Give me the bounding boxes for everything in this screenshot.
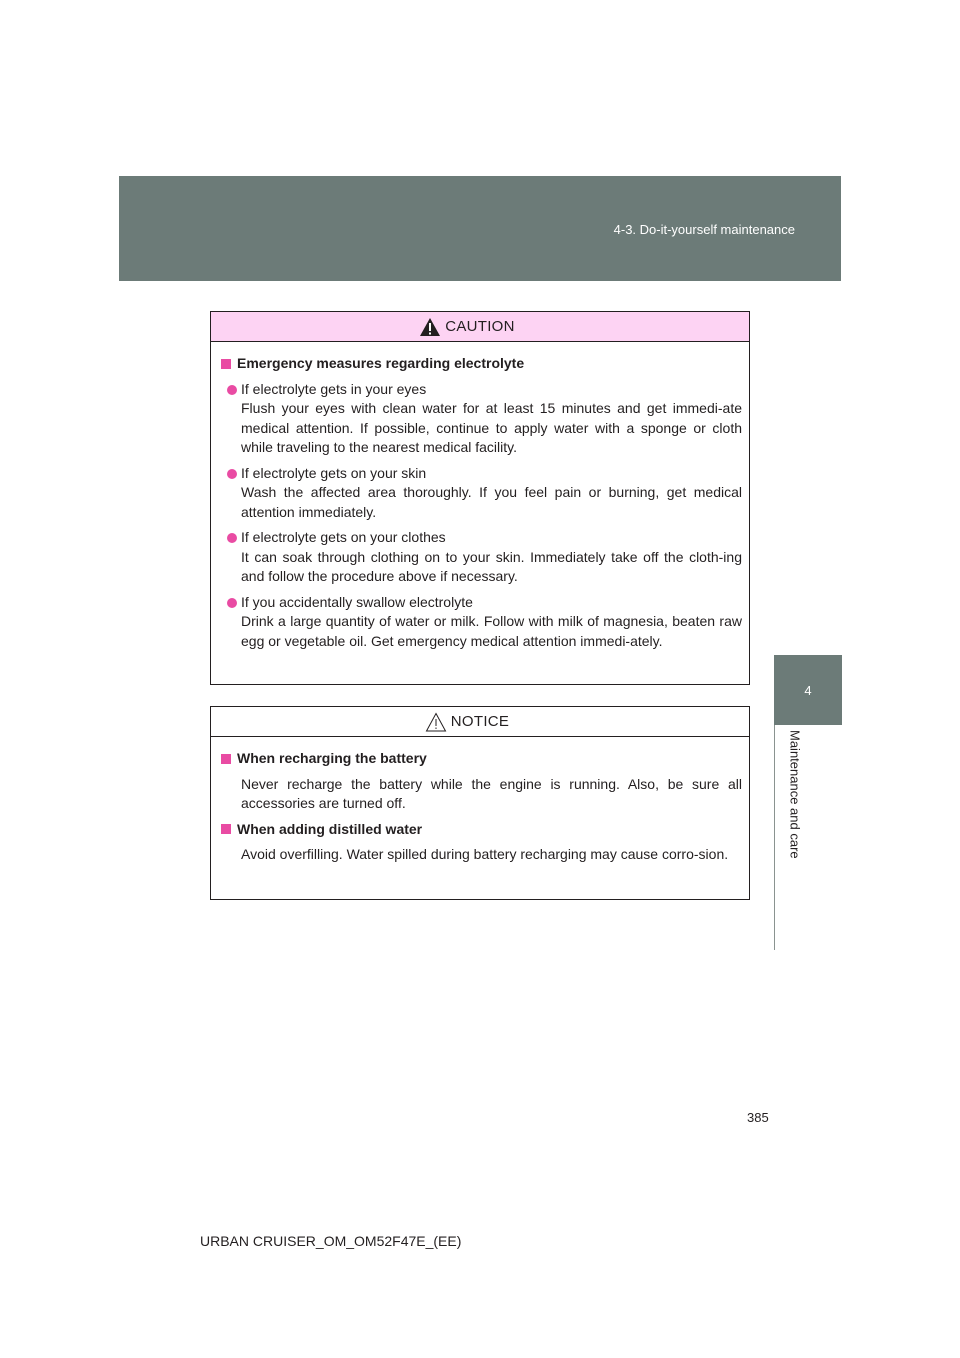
notice-heading-text: When adding distilled water (237, 820, 423, 837)
notice-box (210, 706, 750, 900)
notice-body (211, 737, 749, 883)
caution-box (210, 311, 750, 685)
caution-item-title: If electrolyte gets on your skin (241, 464, 427, 481)
notice-heading (221, 820, 742, 840)
warning-outline-icon (425, 712, 447, 732)
caution-body (211, 342, 749, 669)
notice-heading-text: When recharging the battery (237, 750, 427, 766)
caution-item (221, 464, 742, 523)
caution-heading (221, 354, 742, 374)
round-bullet-icon (227, 598, 237, 608)
page-number: 385 (747, 1110, 769, 1125)
caution-item-body: Wash the affected area thoroughly. If you feel pain or burning, get medical attention immediately. (241, 484, 742, 520)
caution-item-title: If you accidentally swallow electrolyte (241, 593, 473, 610)
square-bullet-icon (221, 754, 231, 764)
section-title: 4-3. Do-it-yourself maintenance (613, 222, 795, 237)
header-band (119, 176, 841, 281)
round-bullet-icon (227, 533, 237, 543)
chapter-tab (774, 655, 842, 725)
caution-item-body: It can soak through clothing on to your skin. Immediately take off the cloth-ing and follow the procedure above if necessary. (241, 548, 742, 584)
notice-heading (221, 749, 742, 769)
caution-heading-text: Emergency measures regarding electrolyte (237, 355, 525, 371)
square-bullet-icon (221, 359, 231, 369)
chapter-title: Maintenance and care (787, 730, 803, 859)
caution-item (221, 380, 742, 458)
round-bullet-icon (227, 469, 237, 479)
notice-paragraph: Avoid overfilling. Water spilled during battery recharging may cause corro-sion. (241, 846, 729, 862)
caution-item-body: Flush your eyes with clean water for at least 15 minutes and get immedi-ate medical attention. If possible, continue to apply water with a sponge or cloth while traveling to the nearest medical facility. (241, 400, 742, 455)
notice-paragraph: Never recharge the battery while the engine is running. Also, be sure all accessories are turned off. (241, 775, 742, 811)
round-bullet-icon (227, 385, 237, 395)
caution-item (221, 593, 742, 652)
caution-header (211, 312, 749, 342)
caution-item-title: If electrolyte gets in your eyes (241, 380, 427, 397)
warning-filled-icon (419, 317, 441, 337)
square-bullet-icon (221, 824, 231, 834)
footer-doc-code: URBAN CRUISER_OM_OM52F47E_(EE) (200, 1233, 462, 1249)
caution-item-body: Drink a large quantity of water or milk. Follow with milk of magnesia, beaten raw egg or vegetable oil. Get emergency medical attention immedi-ately. (241, 613, 742, 649)
notice-title: NOTICE (450, 713, 510, 730)
caution-item-title: If electrolyte gets on your clothes (241, 529, 446, 545)
caution-title: CAUTION (445, 318, 515, 335)
caution-item (221, 528, 742, 587)
chapter-number: 4 (804, 682, 812, 698)
notice-header (211, 707, 749, 737)
